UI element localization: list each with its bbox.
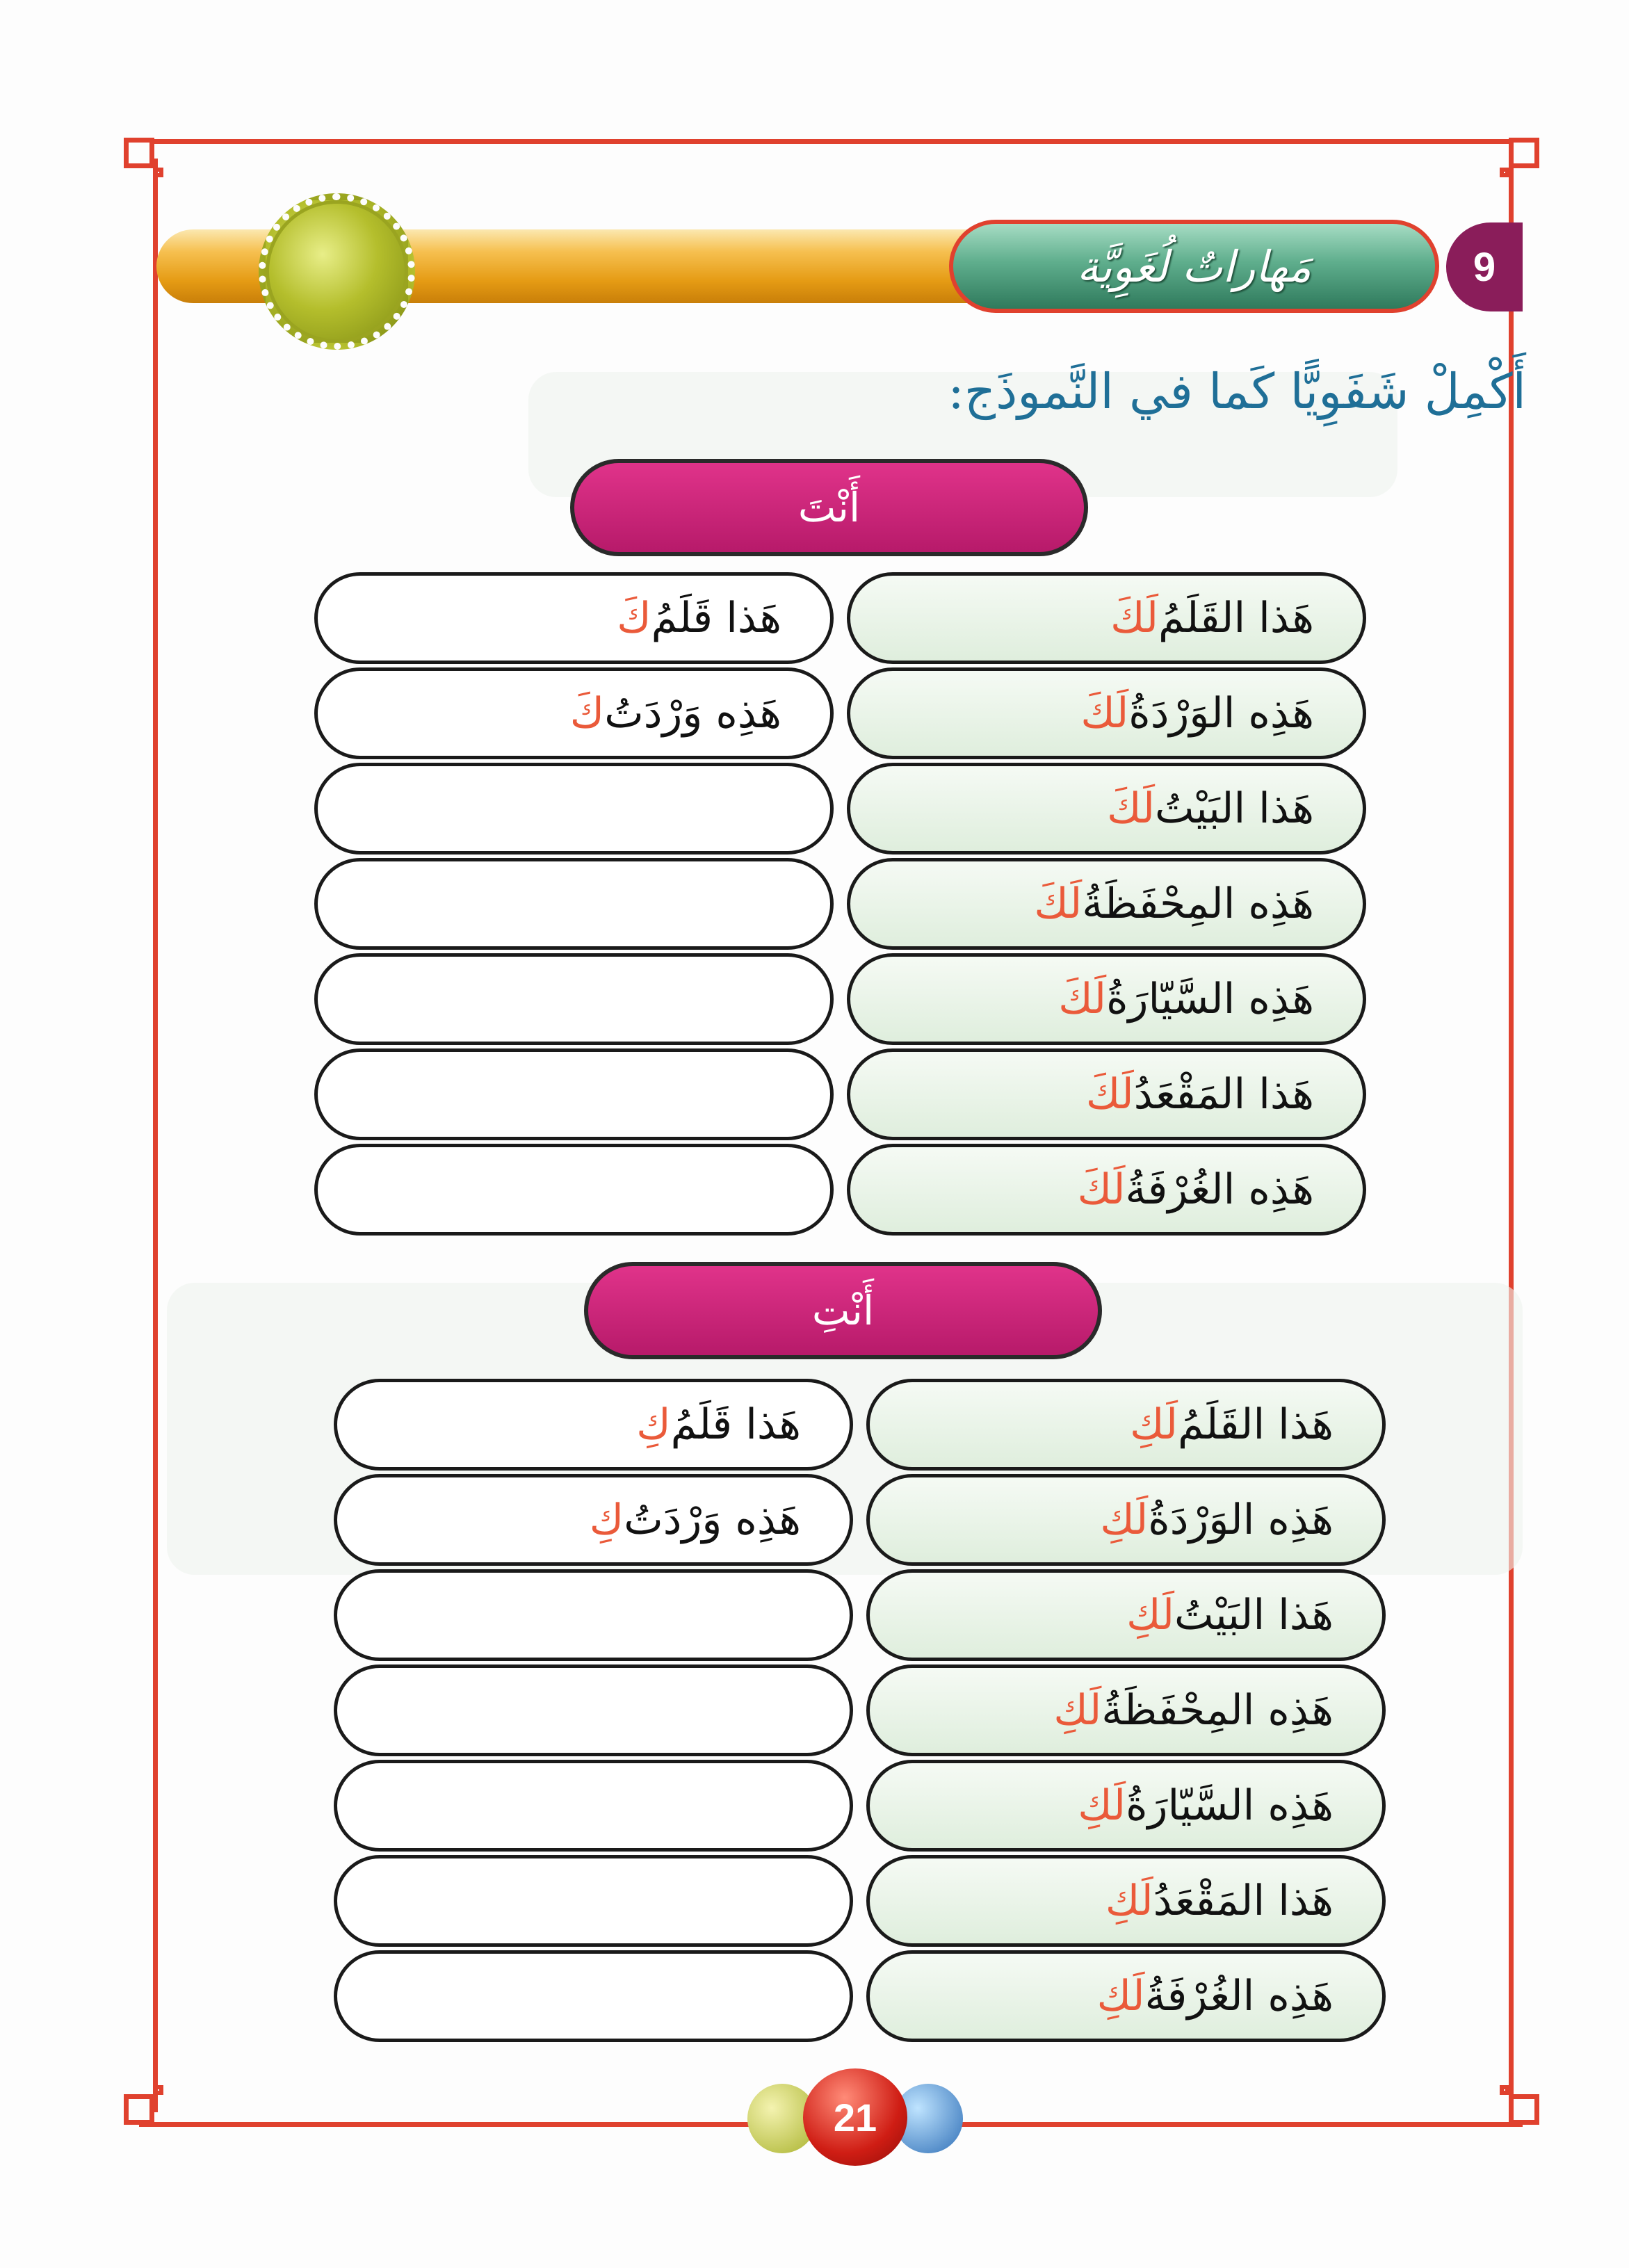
suffix-text: لَكِ (1130, 1400, 1178, 1449)
pronoun-label-masculine: أَنْتَ (570, 459, 1088, 556)
suffix-text: لَكِ (1053, 1686, 1102, 1735)
sentence-text: هَذِه الوَرْدَةُ (1128, 689, 1314, 738)
pronoun-label-feminine: أَنْتِ (584, 1262, 1102, 1359)
suffix-text: لَكِ (1096, 1972, 1145, 2020)
answer-box[interactable] (334, 1569, 853, 1661)
sentence-text: هَذِه السَّيّارَةُ (1106, 975, 1314, 1023)
suffix-text: لَكَ (1058, 975, 1107, 1023)
sentence-text: هَذِه السَّيّارَةُ (1126, 1781, 1334, 1830)
example-sentence (866, 1950, 1386, 2042)
suffix-text: لَكَ (1085, 1070, 1134, 1119)
sentence-text: هَذا القَلَمُ (1158, 594, 1314, 642)
sentence-text: هَذا البَيْتُ (1174, 1591, 1334, 1639)
suffix-text: كَ (617, 594, 651, 642)
frame-top (139, 139, 1523, 144)
flower-ornament-icon (259, 193, 415, 350)
example-sentence (847, 667, 1366, 759)
suffix-text: لَكَ (1077, 1165, 1126, 1214)
example-sentence (847, 1048, 1366, 1140)
instruction-text: أَكْمِلْ شَفَوِيًّا كَما في النَّموذَج: (948, 363, 1526, 420)
lesson-title: مَهاراتٌ لُغَوِيَّة (949, 220, 1439, 313)
answer-box[interactable] (334, 1474, 853, 1566)
answer-box[interactable] (334, 1950, 853, 2042)
suffix-text: لَكَ (1034, 880, 1083, 928)
example-sentence (866, 1760, 1386, 1852)
suffix-text: لَكَ (1110, 594, 1159, 642)
suffix-text: لَكِ (1078, 1781, 1126, 1830)
sentence-text: هَذا القَلَمُ (1178, 1400, 1334, 1449)
suffix-text: لَكَ (1080, 689, 1129, 738)
frame-right (1509, 159, 1514, 2112)
example-sentence (866, 1379, 1386, 1471)
answer-box[interactable] (314, 858, 834, 950)
suffix-text: كِ (636, 1400, 671, 1449)
example-sentence (866, 1474, 1386, 1566)
sentence-text: هَذا البَيْتُ (1155, 784, 1314, 833)
suffix-text: لَكَ (1107, 784, 1156, 833)
answer-box[interactable] (334, 1664, 853, 1756)
page-number: 21 (803, 2068, 907, 2166)
suffix-text: لَكِ (1126, 1591, 1175, 1639)
sentence-text: هَذِه الغُرْفَةُ (1125, 1165, 1314, 1214)
example-sentence (847, 953, 1366, 1045)
sentence-text: هَذا المَقْعَدُ (1153, 1877, 1334, 1925)
lesson-number: 9 (1446, 222, 1523, 311)
sentence-text: هَذِه الوَرْدَةُ (1148, 1496, 1334, 1544)
answer-text: هَذا قَلَمُ (670, 1400, 801, 1449)
answer-box[interactable] (314, 667, 834, 759)
answer-text: هَذِه وَرْدَتُ (624, 1496, 801, 1544)
suffix-text: كِ (589, 1496, 624, 1544)
answer-box[interactable] (314, 763, 834, 854)
example-sentence (866, 1569, 1386, 1661)
sentence-text: هَذا المَقْعَدُ (1133, 1070, 1314, 1119)
sentence-text: هَذِه الغُرْفَةُ (1144, 1972, 1334, 2020)
answer-text: هَذِه وَرْدَتُ (604, 689, 781, 738)
frame-corner-icon (124, 2094, 154, 2125)
example-sentence (866, 1855, 1386, 1947)
answer-text: هَذا قَلَمُ (651, 594, 781, 642)
frame-left (153, 159, 158, 2112)
page-number-badge (747, 2068, 963, 2166)
answer-box[interactable] (334, 1760, 853, 1852)
suffix-text: لَكِ (1105, 1877, 1153, 1925)
example-sentence (866, 1664, 1386, 1756)
suffix-text: كَ (569, 689, 605, 738)
frame-corner-icon (1509, 2094, 1539, 2125)
example-sentence (847, 763, 1366, 854)
frame-corner-icon (1509, 138, 1539, 168)
suffix-text: لَكِ (1100, 1496, 1149, 1544)
answer-box[interactable] (314, 1048, 834, 1140)
answer-box[interactable] (334, 1379, 853, 1471)
answer-box[interactable] (334, 1855, 853, 1947)
sentence-text: هَذِه المِحْفَظَةُ (1101, 1686, 1334, 1735)
answer-box[interactable] (314, 953, 834, 1045)
answer-box[interactable] (314, 1144, 834, 1236)
example-sentence (847, 572, 1366, 664)
example-sentence (847, 858, 1366, 950)
frame-corner-icon (124, 138, 154, 168)
answer-box[interactable] (314, 572, 834, 664)
sentence-text: هَذِه المِحْفَظَةُ (1082, 880, 1314, 928)
example-sentence (847, 1144, 1366, 1236)
